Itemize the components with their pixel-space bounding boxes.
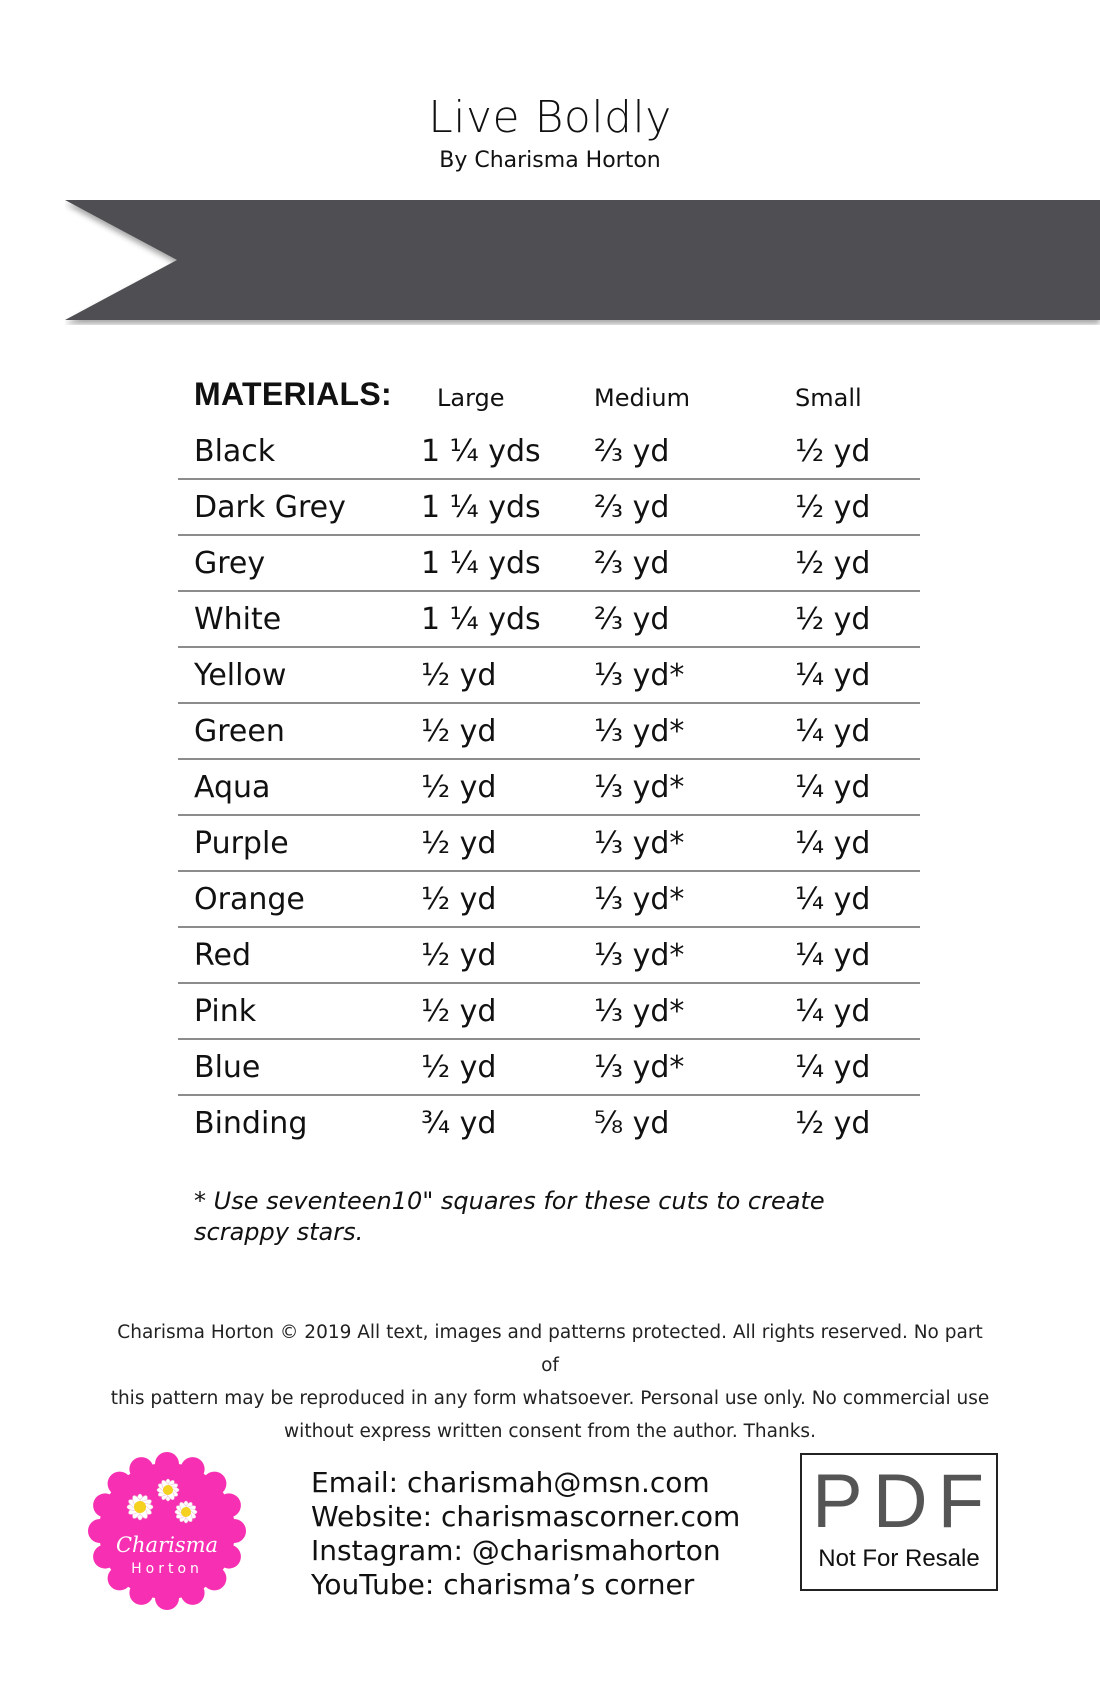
table-row: [178, 872, 920, 928]
contact-email[interactable]: Email: charismah@msn.com: [311, 1466, 710, 1499]
amount-medium: ⅓ yd*: [594, 882, 685, 917]
amount-large: ½ yd: [421, 882, 497, 917]
logo-badge: [88, 1452, 246, 1610]
contact-website[interactable]: Website: charismascorner.com: [311, 1500, 741, 1533]
materials-header-row: [178, 376, 920, 424]
contact-instagram[interactable]: Instagram: @charismahorton: [311, 1534, 721, 1567]
table-row: [178, 928, 920, 984]
pdf-not-for-resale-badge: [800, 1453, 998, 1591]
amount-medium: ⅓ yd*: [594, 714, 685, 749]
amount-medium: ⅓ yd*: [594, 1050, 685, 1085]
amount-large: ½ yd: [421, 938, 497, 973]
amount-medium: ⅓ yd*: [594, 938, 685, 973]
fabric-name: Binding: [194, 1106, 308, 1141]
amount-large: 1 ¼ yds: [421, 602, 541, 637]
amount-large: ½ yd: [421, 994, 497, 1029]
page-title: Live Boldly: [428, 92, 672, 143]
amount-large: ½ yd: [421, 714, 497, 749]
table-row: [178, 1096, 920, 1150]
amount-small: ¼ yd: [795, 1050, 871, 1085]
amount-small: ¼ yd: [795, 714, 871, 749]
amount-medium: ⅓ yd*: [594, 826, 685, 861]
pdf-label: PDF: [812, 1459, 994, 1544]
amount-large: 1 ¼ yds: [421, 490, 541, 525]
charisma-horton-logo: [88, 1452, 246, 1610]
fabric-name: Grey: [194, 546, 266, 581]
fabric-name: Aqua: [194, 770, 271, 805]
amount-small: ½ yd: [795, 546, 871, 581]
amount-medium: ⅝ yd: [594, 1106, 670, 1141]
amount-medium: ⅓ yd*: [594, 994, 685, 1029]
amount-medium: ⅔ yd: [594, 546, 670, 581]
amount-small: ½ yd: [795, 490, 871, 525]
footnote: [194, 1186, 894, 1248]
fabric-name: Dark Grey: [194, 490, 346, 525]
table-row: [178, 704, 920, 760]
amount-large: ½ yd: [421, 770, 497, 805]
table-row: [178, 424, 920, 480]
fabric-name: Blue: [194, 1050, 261, 1085]
amount-medium: ⅔ yd: [594, 490, 670, 525]
table-row: [178, 592, 920, 648]
table-row: [178, 760, 920, 816]
amount-large: ½ yd: [421, 826, 497, 861]
table-row: [178, 648, 920, 704]
fabric-name: Pink: [194, 994, 257, 1029]
not-for-resale-label: Not For Resale: [818, 1545, 980, 1572]
fabric-name: Green: [194, 714, 285, 749]
amount-large: 1 ¼ yds: [421, 434, 541, 469]
amount-large: ½ yd: [421, 1050, 497, 1085]
table-row: [178, 1040, 920, 1096]
logo-name-text: Charisma: [115, 1533, 219, 1557]
amount-large: ½ yd: [421, 658, 497, 693]
materials-rows: [178, 424, 920, 1150]
page-subtitle: By Charisma Horton: [439, 148, 661, 173]
amount-large: ¾ yd: [421, 1106, 497, 1141]
fabric-name: Orange: [194, 882, 305, 917]
copyright-line: Charisma Horton © 2019 All text, images and patterns protected. All rights reserved. No part of: [117, 1322, 983, 1376]
amount-small: ¼ yd: [795, 826, 871, 861]
amount-small: ¼ yd: [795, 938, 871, 973]
contact-youtube[interactable]: YouTube: charisma’s corner: [311, 1568, 695, 1601]
footnote-line: scrappy stars.: [194, 1218, 364, 1246]
table-row: [178, 816, 920, 872]
amount-small: ¼ yd: [795, 994, 871, 1029]
fabric-name: Red: [194, 938, 251, 973]
fabric-name: Purple: [194, 826, 289, 861]
column-large: Large: [437, 384, 505, 412]
amount-medium: ⅔ yd: [594, 602, 670, 637]
materials-label: MATERIALS:: [194, 376, 392, 412]
copyright-notice: [110, 1316, 990, 1448]
amount-small: ½ yd: [795, 1106, 871, 1141]
contact-info: [311, 1466, 740, 1602]
amount-small: ¼ yd: [795, 658, 871, 693]
banner-ribbon: [65, 200, 1100, 325]
copyright-line: without express written consent from the author. Thanks.: [284, 1421, 816, 1442]
materials-table: [178, 376, 920, 1150]
header-banner: [65, 200, 1100, 325]
table-row: [178, 480, 920, 536]
amount-small: ½ yd: [795, 602, 871, 637]
amount-medium: ⅔ yd: [594, 434, 670, 469]
copyright-line: this pattern may be reproduced in any form whatsoever. Personal use only. No commercial use: [110, 1388, 990, 1409]
amount-medium: ⅓ yd*: [594, 770, 685, 805]
logo-surname-text: Horton: [131, 1561, 203, 1577]
fabric-name: Black: [194, 434, 276, 469]
column-small: Small: [795, 384, 862, 412]
amount-small: ½ yd: [795, 434, 871, 469]
amount-small: ¼ yd: [795, 770, 871, 805]
table-row: [178, 984, 920, 1040]
column-medium: Medium: [594, 384, 690, 412]
amount-large: 1 ¼ yds: [421, 546, 541, 581]
fabric-name: White: [194, 602, 282, 637]
amount-small: ¼ yd: [795, 882, 871, 917]
footnote-line: * Use seventeen10" squares for these cuts to create: [194, 1187, 825, 1215]
table-row: [178, 536, 920, 592]
amount-medium: ⅓ yd*: [594, 658, 685, 693]
fabric-name: Yellow: [194, 658, 287, 693]
